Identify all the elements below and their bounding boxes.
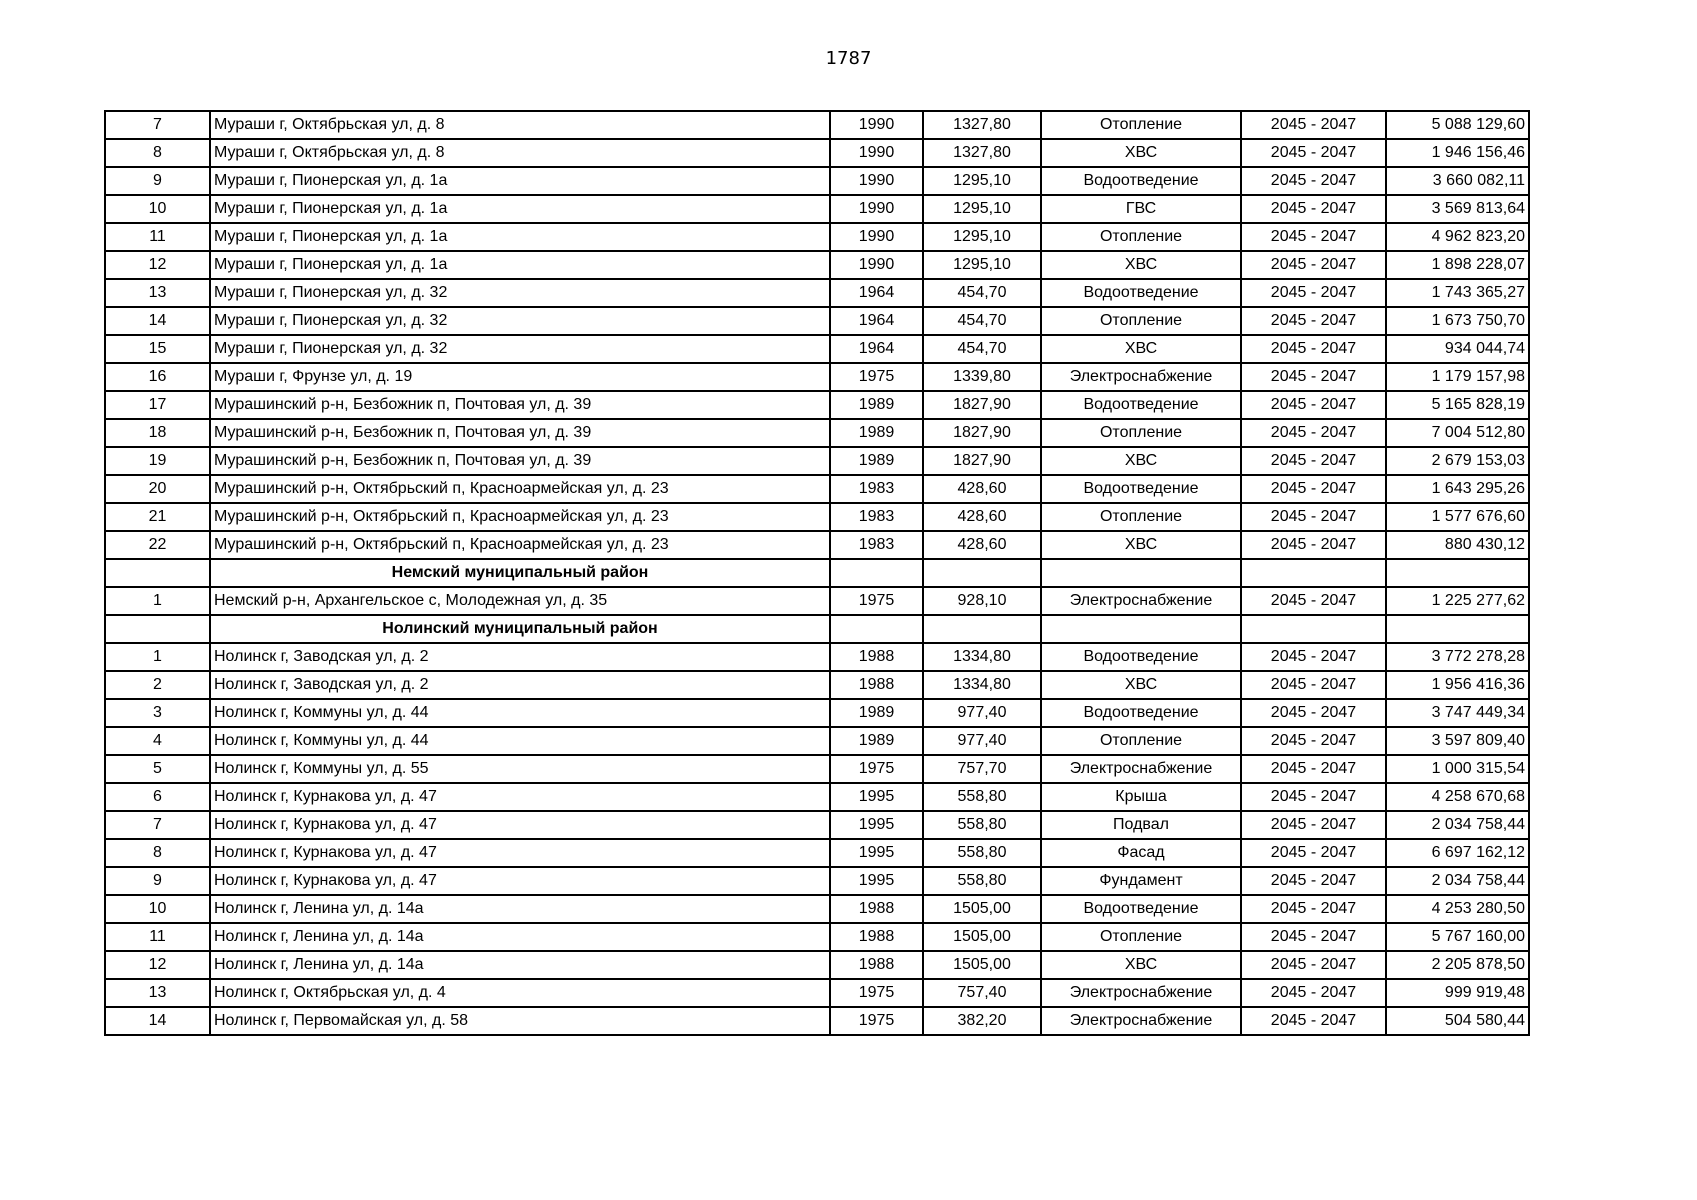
table-row xyxy=(105,671,1529,699)
cost-cell: 3 569 813,64 xyxy=(1386,195,1529,223)
work-type-cell: Водоотведение xyxy=(1041,279,1241,307)
empty-cell xyxy=(1241,559,1386,587)
empty-cell xyxy=(1041,615,1241,643)
cost-cell: 2 034 758,44 xyxy=(1386,867,1529,895)
table-row xyxy=(105,419,1529,447)
work-type-cell: ХВС xyxy=(1041,335,1241,363)
year-cell: 1995 xyxy=(830,811,923,839)
area-cell: 1827,90 xyxy=(923,447,1041,475)
work-type-cell: Электроснабжение xyxy=(1041,587,1241,615)
work-type-cell: Водоотведение xyxy=(1041,895,1241,923)
row-number: 7 xyxy=(105,111,210,139)
work-type-cell: Электроснабжение xyxy=(1041,979,1241,1007)
cost-cell: 3 597 809,40 xyxy=(1386,727,1529,755)
address-cell: Мураши г, Пионерская ул, д. 32 xyxy=(210,307,830,335)
area-cell: 382,20 xyxy=(923,1007,1041,1035)
period-cell: 2045 - 2047 xyxy=(1241,195,1386,223)
address-cell: Нолинск г, Ленина ул, д. 14а xyxy=(210,923,830,951)
period-cell: 2045 - 2047 xyxy=(1241,139,1386,167)
row-number xyxy=(105,615,210,643)
address-cell: Нолинск г, Курнакова ул, д. 47 xyxy=(210,839,830,867)
cost-cell: 4 258 670,68 xyxy=(1386,783,1529,811)
row-number: 2 xyxy=(105,671,210,699)
row-number: 20 xyxy=(105,475,210,503)
work-type-cell: ХВС xyxy=(1041,951,1241,979)
work-type-cell: ХВС xyxy=(1041,447,1241,475)
period-cell: 2045 - 2047 xyxy=(1241,643,1386,671)
year-cell: 1990 xyxy=(830,111,923,139)
row-number: 13 xyxy=(105,279,210,307)
cost-cell: 1 743 365,27 xyxy=(1386,279,1529,307)
table-row xyxy=(105,643,1529,671)
area-cell: 1327,80 xyxy=(923,111,1041,139)
year-cell: 1975 xyxy=(830,979,923,1007)
period-cell: 2045 - 2047 xyxy=(1241,251,1386,279)
area-cell: 757,70 xyxy=(923,755,1041,783)
period-cell: 2045 - 2047 xyxy=(1241,223,1386,251)
period-cell: 2045 - 2047 xyxy=(1241,979,1386,1007)
area-cell: 1505,00 xyxy=(923,895,1041,923)
period-cell: 2045 - 2047 xyxy=(1241,587,1386,615)
year-cell: 1990 xyxy=(830,167,923,195)
period-cell: 2045 - 2047 xyxy=(1241,923,1386,951)
address-cell: Нолинск г, Ленина ул, д. 14а xyxy=(210,895,830,923)
work-type-cell: Отопление xyxy=(1041,307,1241,335)
cost-cell: 2 205 878,50 xyxy=(1386,951,1529,979)
year-cell: 1990 xyxy=(830,223,923,251)
row-number: 8 xyxy=(105,139,210,167)
table-row xyxy=(105,111,1529,139)
area-cell: 1295,10 xyxy=(923,195,1041,223)
table-row xyxy=(105,727,1529,755)
address-cell: Мураши г, Пионерская ул, д. 32 xyxy=(210,279,830,307)
row-number: 22 xyxy=(105,531,210,559)
cost-cell: 3 747 449,34 xyxy=(1386,699,1529,727)
period-cell: 2045 - 2047 xyxy=(1241,1007,1386,1035)
work-type-cell: Водоотведение xyxy=(1041,643,1241,671)
work-type-cell: Водоотведение xyxy=(1041,699,1241,727)
year-cell: 1964 xyxy=(830,335,923,363)
empty-cell xyxy=(923,559,1041,587)
row-number: 1 xyxy=(105,643,210,671)
area-cell: 1339,80 xyxy=(923,363,1041,391)
table-row xyxy=(105,307,1529,335)
area-cell: 1295,10 xyxy=(923,223,1041,251)
table-row xyxy=(105,475,1529,503)
work-type-cell: Крыша xyxy=(1041,783,1241,811)
address-cell: Мурашинский р-н, Безбожник п, Почтовая ул, д. 39 xyxy=(210,419,830,447)
work-type-cell: Фундамент xyxy=(1041,867,1241,895)
area-cell: 454,70 xyxy=(923,279,1041,307)
address-cell: Нолинск г, Заводская ул, д. 2 xyxy=(210,643,830,671)
row-number: 4 xyxy=(105,727,210,755)
period-cell: 2045 - 2047 xyxy=(1241,391,1386,419)
period-cell: 2045 - 2047 xyxy=(1241,335,1386,363)
address-cell: Нолинск г, Ленина ул, д. 14а xyxy=(210,951,830,979)
year-cell: 1983 xyxy=(830,531,923,559)
table-row xyxy=(105,279,1529,307)
cost-cell: 1 898 228,07 xyxy=(1386,251,1529,279)
address-cell: Нолинск г, Октябрьская ул, д. 4 xyxy=(210,979,830,1007)
work-type-cell: Отопление xyxy=(1041,223,1241,251)
empty-cell xyxy=(830,615,923,643)
area-cell: 1827,90 xyxy=(923,419,1041,447)
period-cell: 2045 - 2047 xyxy=(1241,503,1386,531)
row-number: 21 xyxy=(105,503,210,531)
row-number: 16 xyxy=(105,363,210,391)
work-type-cell: ХВС xyxy=(1041,531,1241,559)
row-number: 6 xyxy=(105,783,210,811)
table-row xyxy=(105,335,1529,363)
table-body xyxy=(105,111,1529,1035)
address-cell: Мураши г, Пионерская ул, д. 32 xyxy=(210,335,830,363)
table-row xyxy=(105,587,1529,615)
year-cell: 1964 xyxy=(830,307,923,335)
row-number: 14 xyxy=(105,1007,210,1035)
area-cell: 428,60 xyxy=(923,475,1041,503)
address-cell: Мураши г, Пионерская ул, д. 1а xyxy=(210,251,830,279)
table-row xyxy=(105,839,1529,867)
period-cell: 2045 - 2047 xyxy=(1241,867,1386,895)
address-cell: Нолинск г, Коммуны ул, д. 44 xyxy=(210,727,830,755)
row-number: 12 xyxy=(105,951,210,979)
row-number: 10 xyxy=(105,195,210,223)
address-cell: Мурашинский р-н, Октябрьский п, Красноармейская ул, д. 23 xyxy=(210,531,830,559)
area-cell: 558,80 xyxy=(923,839,1041,867)
year-cell: 1989 xyxy=(830,727,923,755)
period-cell: 2045 - 2047 xyxy=(1241,531,1386,559)
row-number xyxy=(105,559,210,587)
row-number: 3 xyxy=(105,699,210,727)
cost-cell: 880 430,12 xyxy=(1386,531,1529,559)
table-row xyxy=(105,251,1529,279)
area-cell: 1295,10 xyxy=(923,167,1041,195)
year-cell: 1988 xyxy=(830,671,923,699)
year-cell: 1989 xyxy=(830,699,923,727)
period-cell: 2045 - 2047 xyxy=(1241,895,1386,923)
cost-cell: 5 088 129,60 xyxy=(1386,111,1529,139)
address-cell: Мурашинский р-н, Безбожник п, Почтовая ул, д. 39 xyxy=(210,447,830,475)
work-type-cell: ГВС xyxy=(1041,195,1241,223)
work-type-cell: Фасад xyxy=(1041,839,1241,867)
year-cell: 1988 xyxy=(830,895,923,923)
cost-cell: 5 165 828,19 xyxy=(1386,391,1529,419)
period-cell: 2045 - 2047 xyxy=(1241,307,1386,335)
cost-cell: 5 767 160,00 xyxy=(1386,923,1529,951)
cost-cell: 6 697 162,12 xyxy=(1386,839,1529,867)
work-type-cell: Отопление xyxy=(1041,503,1241,531)
address-cell: Мураши г, Пионерская ул, д. 1а xyxy=(210,223,830,251)
row-number: 11 xyxy=(105,923,210,951)
period-cell: 2045 - 2047 xyxy=(1241,475,1386,503)
table-row xyxy=(105,923,1529,951)
table-row xyxy=(105,895,1529,923)
period-cell: 2045 - 2047 xyxy=(1241,811,1386,839)
area-cell: 1505,00 xyxy=(923,923,1041,951)
cost-cell: 999 919,48 xyxy=(1386,979,1529,1007)
cost-cell: 4 962 823,20 xyxy=(1386,223,1529,251)
year-cell: 1989 xyxy=(830,447,923,475)
table-row xyxy=(105,167,1529,195)
row-number: 5 xyxy=(105,755,210,783)
year-cell: 1983 xyxy=(830,475,923,503)
work-type-cell: Электроснабжение xyxy=(1041,1007,1241,1035)
row-number: 15 xyxy=(105,335,210,363)
cost-cell: 1 673 750,70 xyxy=(1386,307,1529,335)
year-cell: 1975 xyxy=(830,587,923,615)
row-number: 10 xyxy=(105,895,210,923)
period-cell: 2045 - 2047 xyxy=(1241,447,1386,475)
section-title: Нолинский муниципальный район xyxy=(210,615,830,643)
page-number: 1787 xyxy=(825,48,872,69)
cost-cell: 3 772 278,28 xyxy=(1386,643,1529,671)
year-cell: 1988 xyxy=(830,923,923,951)
year-cell: 1975 xyxy=(830,1007,923,1035)
row-number: 9 xyxy=(105,167,210,195)
repair-schedule-table xyxy=(104,110,1530,1036)
period-cell: 2045 - 2047 xyxy=(1241,839,1386,867)
period-cell: 2045 - 2047 xyxy=(1241,111,1386,139)
period-cell: 2045 - 2047 xyxy=(1241,363,1386,391)
period-cell: 2045 - 2047 xyxy=(1241,951,1386,979)
address-cell: Мурашинский р-н, Безбожник п, Почтовая ул, д. 39 xyxy=(210,391,830,419)
year-cell: 1989 xyxy=(830,391,923,419)
work-type-cell: Отопление xyxy=(1041,923,1241,951)
table-row xyxy=(105,503,1529,531)
table-row xyxy=(105,951,1529,979)
period-cell: 2045 - 2047 xyxy=(1241,167,1386,195)
period-cell: 2045 - 2047 xyxy=(1241,419,1386,447)
year-cell: 1988 xyxy=(830,643,923,671)
area-cell: 1334,80 xyxy=(923,671,1041,699)
row-number: 7 xyxy=(105,811,210,839)
address-cell: Мураши г, Октябрьская ул, д. 8 xyxy=(210,139,830,167)
area-cell: 428,60 xyxy=(923,531,1041,559)
year-cell: 1990 xyxy=(830,251,923,279)
row-number: 12 xyxy=(105,251,210,279)
work-type-cell: Электроснабжение xyxy=(1041,363,1241,391)
cost-cell: 1 179 157,98 xyxy=(1386,363,1529,391)
work-type-cell: Водоотведение xyxy=(1041,167,1241,195)
area-cell: 558,80 xyxy=(923,783,1041,811)
year-cell: 1990 xyxy=(830,195,923,223)
table-row xyxy=(105,195,1529,223)
address-cell: Нолинск г, Первомайская ул, д. 58 xyxy=(210,1007,830,1035)
address-cell: Мураши г, Фрунзе ул, д. 19 xyxy=(210,363,830,391)
work-type-cell: Отопление xyxy=(1041,727,1241,755)
work-type-cell: Подвал xyxy=(1041,811,1241,839)
year-cell: 1975 xyxy=(830,755,923,783)
work-type-cell: ХВС xyxy=(1041,251,1241,279)
address-cell: Мураши г, Октябрьская ул, д. 8 xyxy=(210,111,830,139)
cost-cell: 504 580,44 xyxy=(1386,1007,1529,1035)
table-row xyxy=(105,699,1529,727)
work-type-cell: Электроснабжение xyxy=(1041,755,1241,783)
year-cell: 1989 xyxy=(830,419,923,447)
row-number: 1 xyxy=(105,587,210,615)
work-type-cell: Отопление xyxy=(1041,111,1241,139)
address-cell: Нолинск г, Заводская ул, д. 2 xyxy=(210,671,830,699)
area-cell: 1505,00 xyxy=(923,951,1041,979)
year-cell: 1990 xyxy=(830,139,923,167)
table-row xyxy=(105,447,1529,475)
work-type-cell: Водоотведение xyxy=(1041,475,1241,503)
empty-cell xyxy=(1241,615,1386,643)
area-cell: 1295,10 xyxy=(923,251,1041,279)
table-row xyxy=(105,783,1529,811)
address-cell: Нолинск г, Курнакова ул, д. 47 xyxy=(210,783,830,811)
row-number: 17 xyxy=(105,391,210,419)
empty-cell xyxy=(1386,559,1529,587)
cost-cell: 1 577 676,60 xyxy=(1386,503,1529,531)
year-cell: 1964 xyxy=(830,279,923,307)
cost-cell: 1 225 277,62 xyxy=(1386,587,1529,615)
period-cell: 2045 - 2047 xyxy=(1241,671,1386,699)
cost-cell: 1 956 416,36 xyxy=(1386,671,1529,699)
table-row xyxy=(105,1007,1529,1035)
address-cell: Мураши г, Пионерская ул, д. 1а xyxy=(210,195,830,223)
work-type-cell: Водоотведение xyxy=(1041,391,1241,419)
row-number: 13 xyxy=(105,979,210,1007)
work-type-cell: ХВС xyxy=(1041,671,1241,699)
period-cell: 2045 - 2047 xyxy=(1241,783,1386,811)
area-cell: 428,60 xyxy=(923,503,1041,531)
table-row xyxy=(105,139,1529,167)
year-cell: 1995 xyxy=(830,839,923,867)
area-cell: 977,40 xyxy=(923,699,1041,727)
year-cell: 1988 xyxy=(830,951,923,979)
period-cell: 2045 - 2047 xyxy=(1241,727,1386,755)
address-cell: Нолинск г, Курнакова ул, д. 47 xyxy=(210,867,830,895)
cost-cell: 934 044,74 xyxy=(1386,335,1529,363)
row-number: 18 xyxy=(105,419,210,447)
address-cell: Мурашинский р-н, Октябрьский п, Красноармейская ул, д. 23 xyxy=(210,503,830,531)
table-row xyxy=(105,867,1529,895)
empty-cell xyxy=(1041,559,1241,587)
row-number: 8 xyxy=(105,839,210,867)
table-row xyxy=(105,811,1529,839)
cost-cell: 4 253 280,50 xyxy=(1386,895,1529,923)
address-cell: Нолинск г, Курнакова ул, д. 47 xyxy=(210,811,830,839)
year-cell: 1983 xyxy=(830,503,923,531)
table-row xyxy=(105,755,1529,783)
table-row xyxy=(105,531,1529,559)
table-row xyxy=(105,391,1529,419)
area-cell: 757,40 xyxy=(923,979,1041,1007)
area-cell: 1827,90 xyxy=(923,391,1041,419)
cost-cell: 2 034 758,44 xyxy=(1386,811,1529,839)
empty-cell xyxy=(830,559,923,587)
table-row xyxy=(105,979,1529,1007)
address-cell: Мурашинский р-н, Октябрьский п, Красноармейская ул, д. 23 xyxy=(210,475,830,503)
address-cell: Немский р-н, Архангельское с, Молодежная ул, д. 35 xyxy=(210,587,830,615)
area-cell: 1327,80 xyxy=(923,139,1041,167)
year-cell: 1975 xyxy=(830,363,923,391)
cost-cell: 2 679 153,03 xyxy=(1386,447,1529,475)
area-cell: 454,70 xyxy=(923,307,1041,335)
section-header-row xyxy=(105,559,1529,587)
area-cell: 558,80 xyxy=(923,867,1041,895)
row-number: 9 xyxy=(105,867,210,895)
empty-cell xyxy=(923,615,1041,643)
address-cell: Мураши г, Пионерская ул, д. 1а xyxy=(210,167,830,195)
area-cell: 1334,80 xyxy=(923,643,1041,671)
period-cell: 2045 - 2047 xyxy=(1241,699,1386,727)
year-cell: 1995 xyxy=(830,867,923,895)
table-row xyxy=(105,363,1529,391)
empty-cell xyxy=(1386,615,1529,643)
section-header-row xyxy=(105,615,1529,643)
area-cell: 454,70 xyxy=(923,335,1041,363)
area-cell: 558,80 xyxy=(923,811,1041,839)
row-number: 19 xyxy=(105,447,210,475)
year-cell: 1995 xyxy=(830,783,923,811)
work-type-cell: ХВС xyxy=(1041,139,1241,167)
table-row xyxy=(105,223,1529,251)
period-cell: 2045 - 2047 xyxy=(1241,755,1386,783)
address-cell: Нолинск г, Коммуны ул, д. 55 xyxy=(210,755,830,783)
area-cell: 928,10 xyxy=(923,587,1041,615)
address-cell: Нолинск г, Коммуны ул, д. 44 xyxy=(210,699,830,727)
cost-cell: 1 643 295,26 xyxy=(1386,475,1529,503)
row-number: 14 xyxy=(105,307,210,335)
cost-cell: 1 946 156,46 xyxy=(1386,139,1529,167)
cost-cell: 3 660 082,11 xyxy=(1386,167,1529,195)
row-number: 11 xyxy=(105,223,210,251)
cost-cell: 7 004 512,80 xyxy=(1386,419,1529,447)
period-cell: 2045 - 2047 xyxy=(1241,279,1386,307)
work-type-cell: Отопление xyxy=(1041,419,1241,447)
cost-cell: 1 000 315,54 xyxy=(1386,755,1529,783)
area-cell: 977,40 xyxy=(923,727,1041,755)
section-title: Немский муниципальный район xyxy=(210,559,830,587)
